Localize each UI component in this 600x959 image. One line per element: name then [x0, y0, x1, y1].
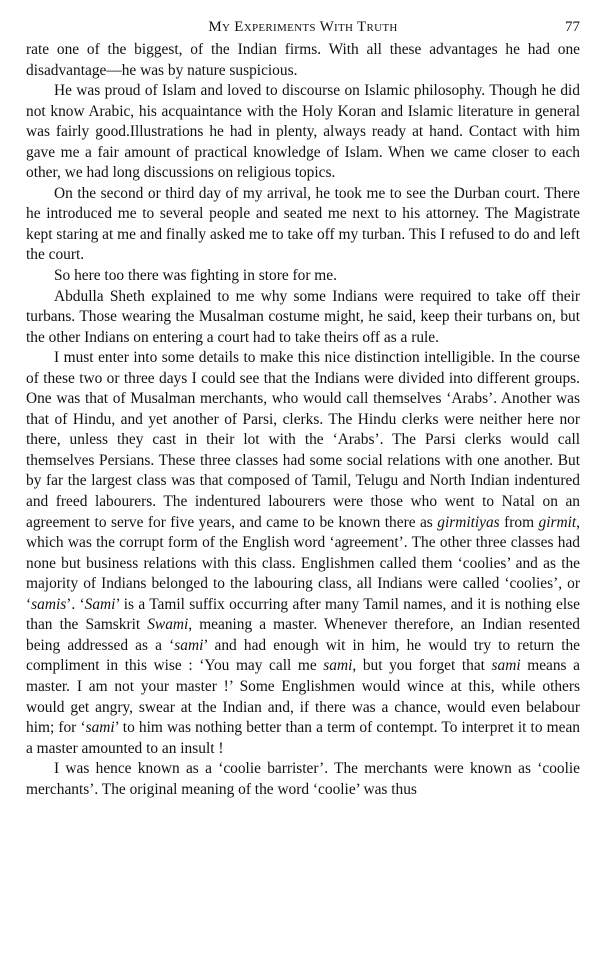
paragraph: Abdulla Sheth explained to me why some Indians were required to take off their turbans. Those wearing the Musalman costume might, he said, keep their turbans on, but the other Indians on entering a court had to take theirs off as a rule. — [26, 287, 580, 346]
running-title: My Experiments With Truth — [208, 19, 398, 35]
italic-term: girmitiyas — [437, 513, 500, 531]
italic-term: girmit — [538, 513, 577, 531]
italic-term: sami — [85, 719, 115, 737]
italic-term: Swami — [147, 616, 189, 634]
paragraph: So here too there was fighting in store for me. — [54, 267, 337, 285]
body-text — [26, 40, 580, 800]
italic-term: sami — [491, 657, 521, 675]
page-number: 77 — [565, 19, 580, 35]
italic-term: sami — [174, 636, 204, 654]
paragraph: rate one of the biggest, of the Indian firms. With all these advantages he had one disadvantage—he was by nature suspicious. — [26, 41, 580, 79]
paragraph: I must enter into some details to make this nice distinction intelligible. In the course of these two or three days I could see that the Indians were divided into different groups. One was that of Musalman merchants, who would call themselves ‘Arabs’. Another was that of Hindu, and yet another of Parsi, clerks. The Hindu clerks were neither here nor there, unless they cast in their lot with the ‘Arabs’. The Parsi clerks would call themselves Persians. These three classes had some social relations with one another. But by far the largest class was that composed of Tamil, Telugu and North Indian indentured and freed labourers. The indentured labourers were those who went to Natal on an agreement to serve for five years, and came to be known there as girmitiyas from girmit, which was the corrupt form of the English word ‘agreement’. The other three classes had none but business relations with this class. Englishmen called them ‘coolies’ and as the majority of Indians belonged to the labouring class, all Indians were called ‘coolies’, or ‘samis’. ‘Sami’ is a Tamil suffix occurring after many Tamil names, and it is nothing else than the Samskrit Swami, meaning a master. Whenever therefore, an Indian resented being addressed as a ‘sami’ and had enough wit in him, he would try to return the compliment in this wise : ‘You may call me sami, but you forget that sami means a master. I am not your master !’ Some Englishmen would wince at this, while others would get angry, swear at the Indian and, if there was a chance, would even belabour him; for ‘sami’ to him was nothing better than a term of contempt. To interpret it to mean a master amounted to an insult ! — [26, 349, 580, 757]
italic-term: samis — [31, 595, 67, 613]
page-header — [26, 14, 580, 40]
paragraph: On the second or third day of my arrival, he took me to see the Durban court. There he introduced me to several people and seated me next to his attorney. The Magistrate kept staring at me and finally asked me to take off my turban. This I refused to do and left the court. — [26, 184, 580, 264]
italic-term: sami — [323, 657, 353, 675]
paragraph: He was proud of Islam and loved to discourse on Islamic philosophy. Though he did not know Arabic, his acquaintance with the Holy Koran and Islamic literature in general was fairly good.Illustrations he had in plenty, always ready at hand. Contact with him gave me a fair amount of practical knowledge of Islam. When we came closer to each other, we had long discussions on religious topics. — [26, 82, 580, 182]
paragraph: I was hence known as a ‘coolie barrister’. The merchants were known as ‘coolie merchants’. The original meaning of the word ‘coolie’ was thus — [26, 760, 580, 798]
italic-term: Sami — [84, 595, 116, 613]
